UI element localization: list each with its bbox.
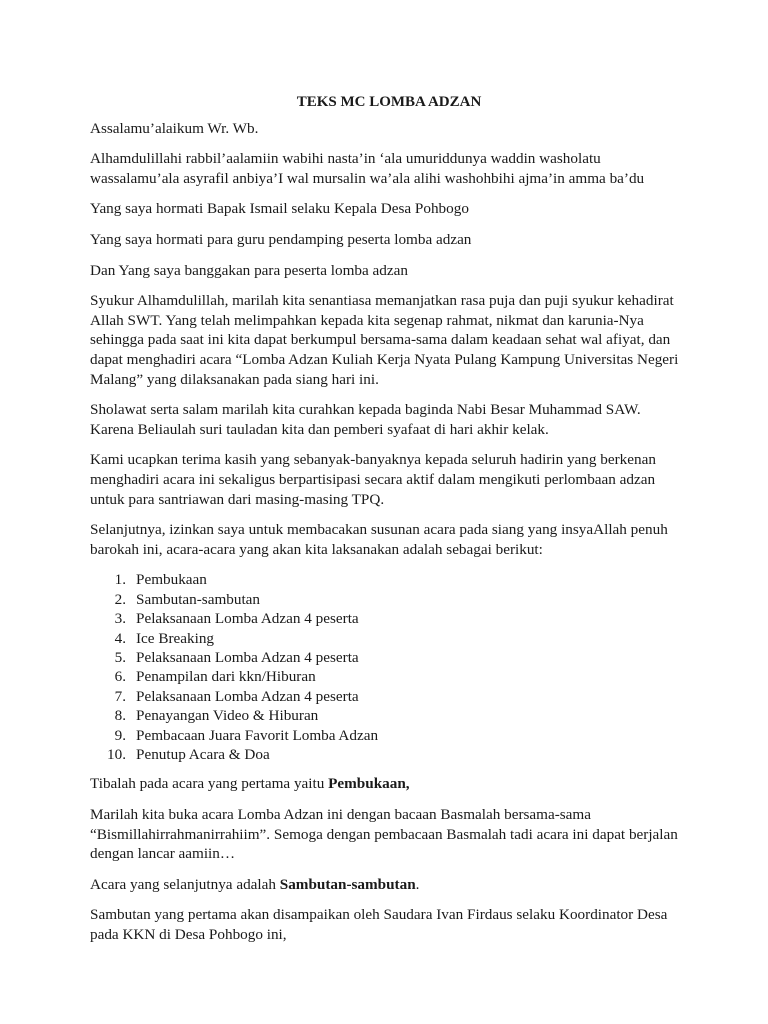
- syukur-paragraph: Syukur Alhamdulillah, marilah kita senantiasa memanjatkan rasa puja dan puji syukur kehadirat Allah SWT. Yang telah melimpahkan kepada kita segenap rahmat, nikmat dan karunia-Nya sehingga pada saat ini kita dapat berkumpul bersama-sama dalam keadaan sehat wal afiyat, dan dapat menghadiri acara “Lomba Adzan Kuliah Kerja Nyata Pulang Kampung Universitas Negeri Malang” yang dilaksanakan pada siang hari ini.: [90, 292, 679, 388]
- list-item-text: Pembukaan: [136, 571, 207, 589]
- respect-paragraph-1: Yang saya hormati Bapak Ismail selaku Kepala Desa Pohbogo: [90, 200, 469, 218]
- list-item-number: 6.: [114, 668, 126, 686]
- list-item: [90, 629, 688, 648]
- first-event-paragraph: [90, 774, 688, 794]
- respect-paragraph-3: Dan Yang saya banggakan para peserta lomba adzan: [90, 261, 408, 279]
- list-item: [90, 726, 688, 745]
- next-event-text: Acara yang selanjutnya adalah: [90, 875, 280, 893]
- list-item-text: Sambutan-sambutan: [136, 590, 261, 608]
- list-item: [90, 570, 688, 589]
- opening-paragraph: Alhamdulillahi rabbil’aalamiin wabihi nasta’in ‘ala umuriddunya waddin washolatu wassalamu’ala asyrafil anbiya’I wal mursalin wa’ala alihi washohbihi ajma’in amma ba’du: [90, 150, 645, 187]
- agenda-intro-paragraph: Selanjutnya, izinkan saya untuk membacakan susunan acara pada siang yang insyaAllah penuh barokah ini, acara-acara yang akan kita laksanakan adalah sebagai berikut:: [90, 521, 668, 558]
- list-item: [90, 745, 688, 764]
- respect-paragraph-2: Yang saya hormati para guru pendamping peserta lomba adzan: [90, 230, 472, 248]
- list-item: [90, 706, 688, 725]
- list-item: [90, 648, 688, 667]
- greeting-paragraph: Assalamu’alaikum Wr. Wb.: [90, 119, 259, 137]
- next-event-name: Sambutan-sambutan: [279, 875, 416, 893]
- list-item-text: Pelaksanaan Lomba Adzan 4 peserta: [136, 687, 359, 705]
- agenda-list: [90, 570, 688, 764]
- list-item-text: Penampilan dari kkn/Hiburan: [136, 668, 316, 686]
- list-item: [90, 667, 688, 686]
- list-item-text: Pelaksanaan Lomba Adzan 4 peserta: [136, 610, 359, 628]
- list-item-number: 3.: [114, 610, 126, 628]
- list-item-number: 4.: [114, 629, 126, 647]
- list-item-text: Pelaksanaan Lomba Adzan 4 peserta: [136, 648, 359, 666]
- list-item-text: Ice Breaking: [136, 629, 215, 647]
- list-item-text: Pembacaan Juara Favorit Lomba Adzan: [136, 726, 379, 744]
- thanks-paragraph: Kami ucapkan terima kasih yang sebanyak-banyaknya kepada seluruh hadirin yang berkenan menghadiri acara ini sekaligus berpartisipasi secara aktif dalam mengikuti perlombaan adzan untuk para santriawan dari masing-masing TPQ.: [90, 451, 656, 508]
- list-item-number: 2.: [114, 590, 126, 608]
- first-speech-paragraph: Sambutan yang pertama akan disampaikan oleh Saudara Ivan Firdaus selaku Koordinator Desa pada KKN di Desa Pohbogo ini,: [90, 906, 668, 943]
- first-event-name: Pembukaan,: [328, 775, 410, 793]
- sholawat-paragraph: Sholawat serta salam marilah kita curahkan kepada baginda Nabi Besar Muhammad SAW. Karena Beliaulah suri tauladan kita dan pemberi syafaat di hari akhir kelak.: [90, 401, 641, 438]
- basmalah-paragraph: Marilah kita buka acara Lomba Adzan ini dengan bacaan Basmalah bersama-sama “Bismillahirrahmanirrahiim”. Semoga dengan pembacaan Basmalah tadi acara ini dapat berjalan dengan lancar aamiin…: [90, 805, 678, 863]
- list-item-number: 8.: [114, 707, 126, 725]
- list-item-number: 7.: [114, 687, 126, 705]
- list-item-number: 10.: [107, 745, 126, 763]
- list-item-number: 5.: [114, 648, 126, 666]
- first-event-text: Tibalah pada acara yang pertama yaitu: [90, 775, 329, 793]
- list-item: [90, 687, 688, 706]
- list-item: [90, 590, 688, 609]
- document-title: TEKS MC LOMBA ADZAN: [296, 94, 482, 110]
- list-item-number: 9.: [114, 726, 126, 744]
- next-event-paragraph: [90, 875, 688, 895]
- list-item-text: Penayangan Video & Hiburan: [136, 707, 319, 725]
- list-item-text: Penutup Acara & Doa: [136, 745, 270, 763]
- list-item-number: 1.: [114, 571, 126, 589]
- next-event-period: .: [415, 875, 420, 893]
- list-item: [90, 609, 688, 628]
